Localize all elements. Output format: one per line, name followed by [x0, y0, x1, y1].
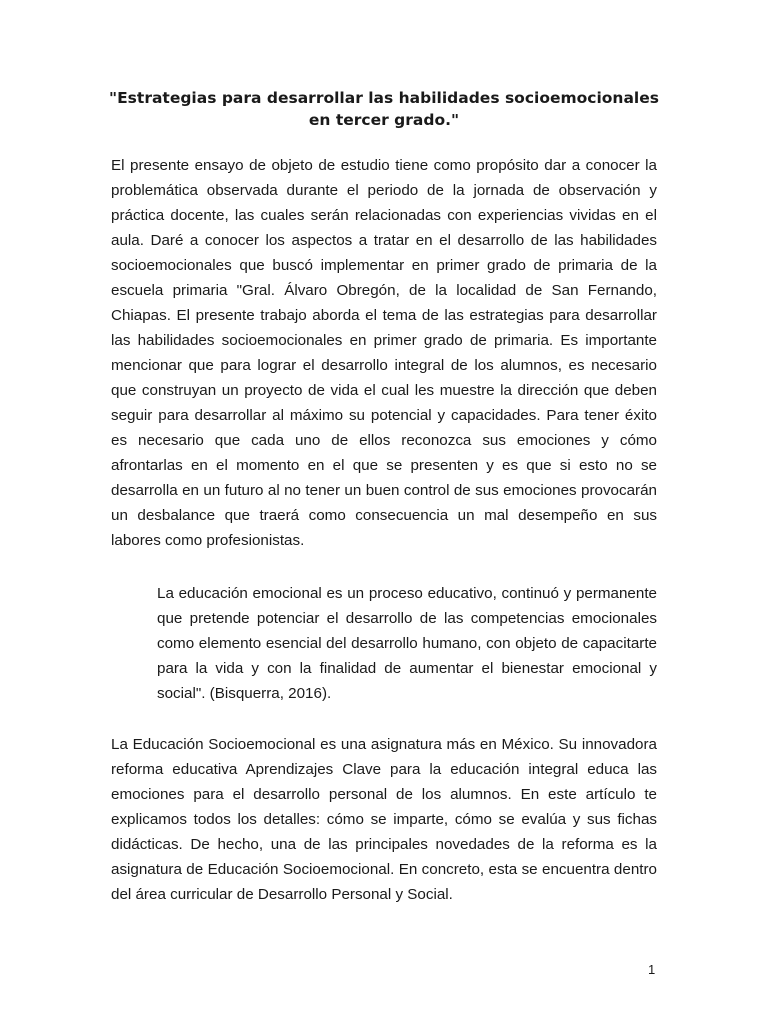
document-title: "Estrategias para desarrollar las habilidades socioemocionales en tercer grado." [109, 89, 659, 129]
page-number: 1 [648, 962, 656, 977]
body-paragraph-intro: El presente ensayo de objeto de estudio tiene como propósito dar a conocer la problemática observada durante el periodo de la jornada de observación y práctica docente, las cuales serán relacionadas con experiencias vividas en el aula. Daré a conocer los aspectos a tratar en el desarrollo de las habilidades socioemocionales que buscó implementar en primer grado de primaria de la escuela primaria "Gral. Álvaro Obregón, de la localidad de San Fernando, Chiapas. El presente trabajo aborda el tema de las estrategias para desarrollar las habilidades socioemocionales en primer grado de primaria. Es importante mencionar que para lograr el desarrollo integral de los alumnos, es necesario que construyan un proyecto de vida el cual les muestre la dirección que deben seguir para desarrollar al máximo su potencial y capacidades. Para tener éxito es necesario que cada uno de ellos reconozca sus emociones y cómo afrontarlas en el momento en el que se presenten y es que si esto no se desarrolla en un futuro al no tener un buen control de sus emociones provocarán un desbalance que traerá como consecuencia un mal desempeño en sus labores como profesionistas. [111, 157, 657, 549]
block-quote: La educación emocional es un proceso educativo, continuó y permanente que pretende potenciar el desarrollo de las competencias emocionales como elemento esencial del desarrollo humano, con objeto de capacitarte para la vida y con la finalidad de aumentar el bienestar emocional y social". (Bisquerra, 2016). [157, 585, 657, 702]
body-paragraph-education: La Educación Socioemocional es una asignatura más en México. Su innovadora reforma educativa Aprendizajes Clave para la educación integral educa las emociones para el desarrollo personal de los alumnos. En este artículo te explicamos todos los detalles: cómo se imparte, cómo se evalúa y sus fichas didácticas. De hecho, una de las principales novedades de la reforma es la asignatura de Educación Socioemocional. En concreto, esta se encuentra dentro del área curricular de Desarrollo Personal y Social. [111, 736, 657, 903]
